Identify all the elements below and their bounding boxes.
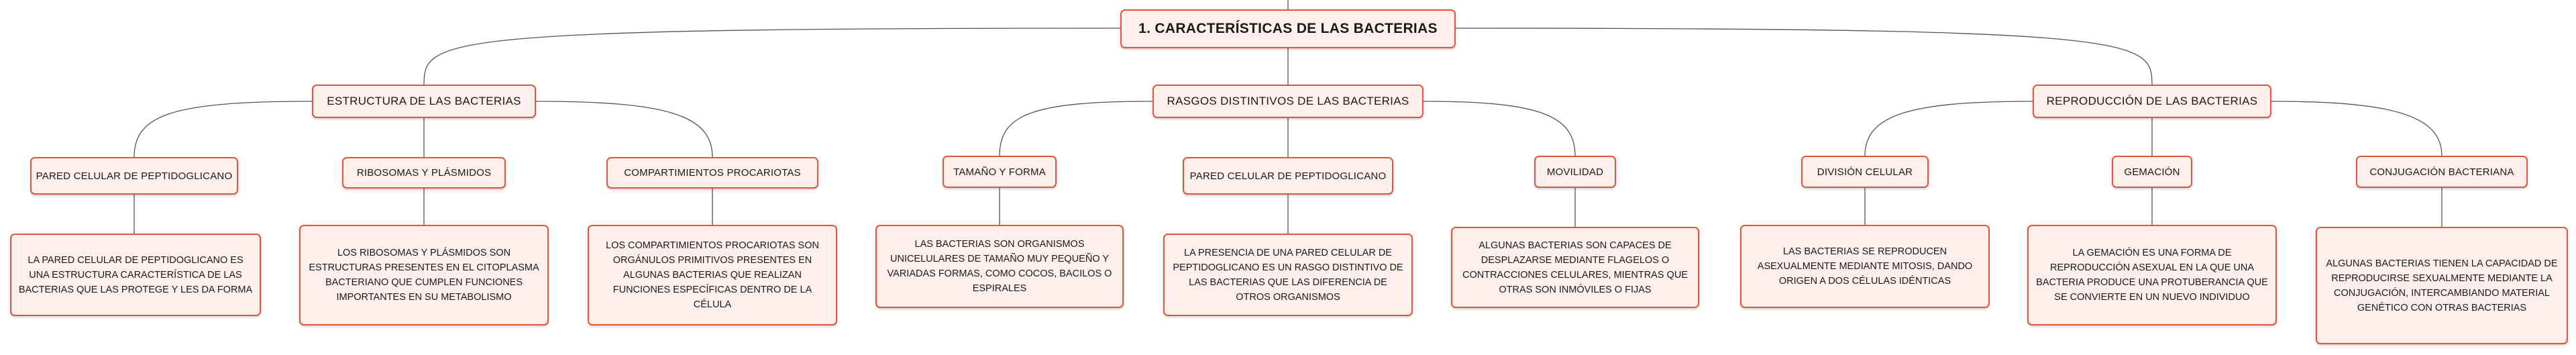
desc-cell-division[interactable]: LAS BACTERIAS SE REPRODUCEN ASEXUALMENTE MEDIANTE MITOSIS, DANDO ORIGEN A DOS CÉLULAS IDÉNTICAS [1740,225,1990,308]
topic-ribosomes-plasmids[interactable]: RIBOSOMAS Y PLÁSMIDOS [342,157,506,189]
connector-b3-c1 [1865,101,2033,156]
desc-conjugation[interactable]: ALGUNAS BACTERIAS TIENEN LA CAPACIDAD DE REPRODUCIRSE SEXUALMENTE MEDIANTE LA CONJUGACIÓN, INTERCAMBIANDO MATERIAL GENÉTICO CON OTRAS BACTERIAS [2316,227,2568,344]
desc-cell-wall-distinctive[interactable]: LA PRESENCIA DE UNA PARED CELULAR DE PEPTIDOGLICANO ES UN RASGO DISTINTIVO DE LAS BACTERIAS QUE LAS DIFERENCIA DE OTROS ORGANISMOS [1163,234,1413,316]
connector-b1-c1 [134,101,312,157]
connector-root-branch-3 [1456,28,2152,85]
topic-conjugation[interactable]: CONJUGACIÓN BACTERIANA [2356,156,2528,188]
topic-motility[interactable]: MOVILIDAD [1534,156,1616,188]
branch-structure[interactable]: ESTRUCTURA DE LAS BACTERIAS [312,85,536,118]
connector-b1-c3 [536,101,712,157]
desc-prokaryotic-compartments[interactable]: LOS COMPARTIMIENTOS PROCARIOTAS SON ORGÁNULOS PRIMITIVOS PRESENTES EN ALGUNAS BACTERIAS QUE REALIZAN FUNCIONES ESPECÍFICAS DENTRO DE LA CÉLULA [588,225,837,325]
connector-b3-c3 [2271,101,2442,156]
topic-budding[interactable]: GEMACIÓN [2112,156,2192,188]
desc-ribosomes-plasmids[interactable]: LOS RIBOSOMAS Y PLÁSMIDOS SON ESTRUCTURAS PRESENTES EN EL CITOPLASMA BACTERIANO QUE CUMPLEN FUNCIONES IMPORTANTES EN SU METABOLISMO [299,225,549,325]
connector-b2-c1 [1000,101,1152,156]
desc-motility[interactable]: ALGUNAS BACTERIAS SON CAPACES DE DESPLAZARSE MEDIANTE FLAGELOS O CONTRACCIONES CELULARES, MIENTRAS QUE OTRAS SON INMÓVILES O FIJAS [1451,227,1699,308]
topic-cell-division[interactable]: DIVISIÓN CELULAR [1801,156,1929,188]
desc-cell-wall[interactable]: LA PARED CELULAR DE PEPTIDOGLICANO ES UNA ESTRUCTURA CARACTERÍSTICA DE LAS BACTERIAS QUE LAS PROTEGE Y LES DA FORMA [10,234,261,316]
topic-cell-wall[interactable]: PARED CELULAR DE PEPTIDOGLICANO [30,157,238,195]
connector-b2-c3 [1424,101,1575,156]
root-node[interactable]: 1. CARACTERÍSTICAS DE LAS BACTERIAS [1120,9,1456,48]
branch-distinctive-traits[interactable]: RASGOS DISTINTIVOS DE LAS BACTERIAS [1152,85,1424,118]
topic-cell-wall-distinctive[interactable]: PARED CELULAR DE PEPTIDOGLICANO [1183,157,1393,195]
branch-reproduction[interactable]: REPRODUCCIÓN DE LAS BACTERIAS [2033,85,2271,118]
connector-root-branch-1 [424,28,1120,85]
desc-budding[interactable]: LA GEMACIÓN ES UNA FORMA DE REPRODUCCIÓN ASEXUAL EN LA QUE UNA BACTERIA PRODUCE UNA PROTUBERANCIA QUE SE CONVIERTE EN UN NUEVO INDIVIDUO [2027,225,2277,325]
topic-prokaryotic-compartments[interactable]: COMPARTIMIENTOS PROCARIOTAS [606,157,818,189]
desc-size-shape[interactable]: LAS BACTERIAS SON ORGANISMOS UNICELULARES DE TAMAÑO MUY PEQUEÑO Y VARIADAS FORMAS, COMO COCOS, BACILOS O ESPIRALES [875,225,1124,308]
topic-size-shape[interactable]: TAMAÑO Y FORMA [943,156,1057,188]
